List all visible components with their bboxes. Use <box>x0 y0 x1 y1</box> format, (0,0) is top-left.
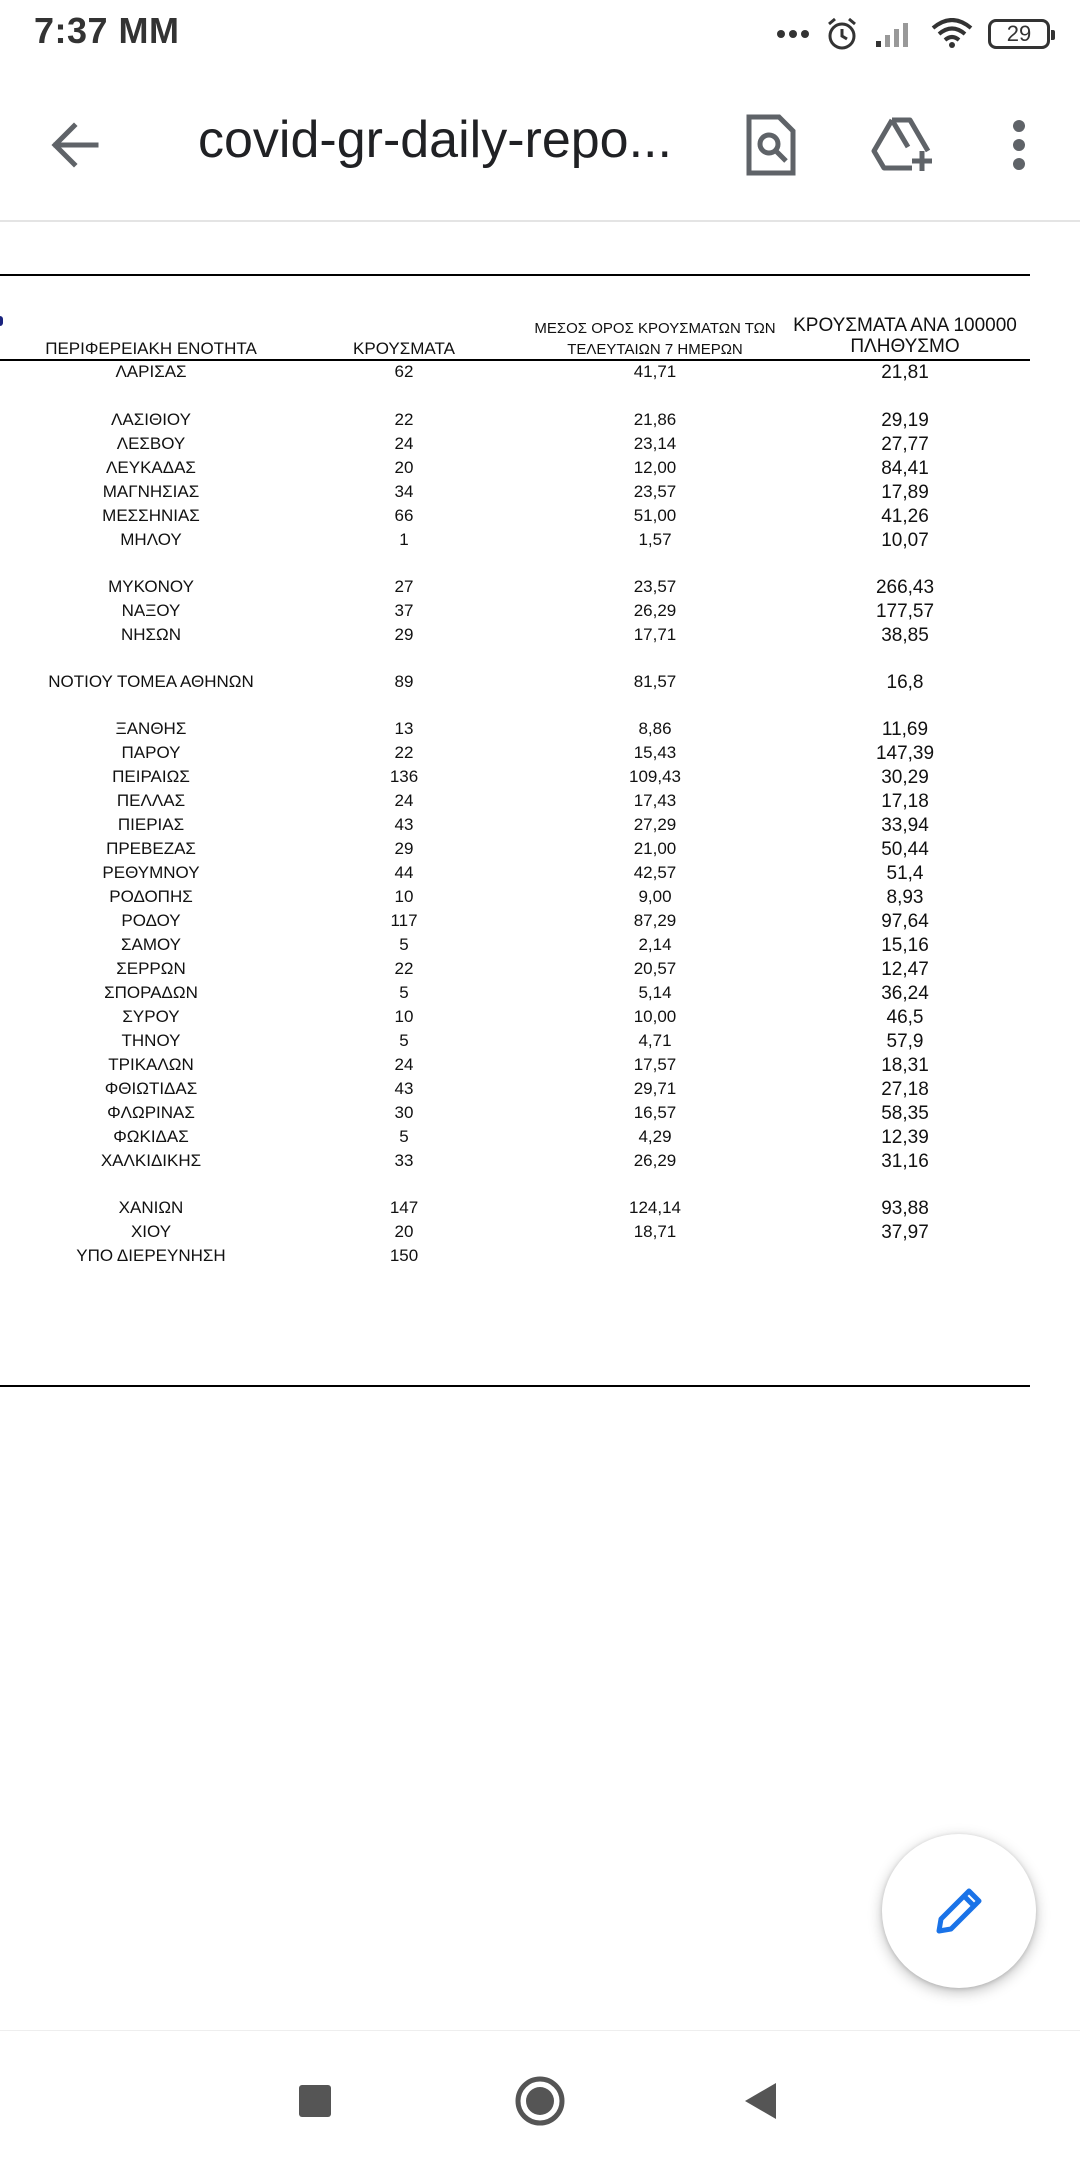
table-row <box>0 863 1030 887</box>
table-row <box>0 625 1030 649</box>
table-row <box>0 1222 1030 1246</box>
cell-avg7: 21,00 <box>633 839 677 858</box>
cell-region: ΡΟΔΟΠΗΣ <box>109 887 193 906</box>
cell-region: ΠΑΡΟΥ <box>121 743 181 762</box>
top-rule <box>0 274 1030 276</box>
cell-region: ΝΟΤΙΟΥ ΤΟΜΕΑ ΑΘΗΝΩΝ <box>48 672 254 691</box>
cell-avg7: 26,29 <box>633 1151 677 1170</box>
nav-back-button[interactable] <box>720 2061 800 2141</box>
cell-cases: 30 <box>394 1103 414 1122</box>
cell-per100k: 57,9 <box>886 1031 924 1052</box>
cell-per100k: 38,85 <box>881 625 929 646</box>
find-in-page-button[interactable] <box>736 110 806 180</box>
cell-region: ΜΑΓΝΗΣΙΑΣ <box>102 482 200 501</box>
cell-cases: 66 <box>394 506 414 525</box>
cell-cases: 34 <box>394 482 414 501</box>
more-dots-icon <box>776 29 810 39</box>
cell-per100k: 147,39 <box>875 743 935 764</box>
header-avg7-line2: ΤΕΛΕΥΤΑΙΩΝ 7 ΗΜΕΡΩΝ <box>567 341 743 358</box>
cell-cases: 150 <box>389 1246 419 1265</box>
header-avg7-line1: ΜΕΣΟΣ ΟΡΟΣ ΚΡΟΥΣΜΑΤΩΝ ΤΩΝ <box>534 320 776 337</box>
cell-per100k: 97,64 <box>881 911 929 932</box>
cell-avg7: 4,71 <box>638 1031 672 1050</box>
cell-avg7: 1,57 <box>638 530 672 549</box>
wifi-icon <box>930 18 974 50</box>
cell-per100k: 177,57 <box>875 601 935 622</box>
cell-per100k: 41,26 <box>881 506 929 527</box>
cell-region: ΤΗΝΟΥ <box>121 1031 181 1050</box>
bottom-rule <box>0 1385 1030 1387</box>
cell-region: ΝΗΣΩΝ <box>120 625 182 644</box>
cell-avg7: 2,14 <box>638 935 672 954</box>
cell-region: ΦΛΩΡΙΝΑΣ <box>107 1103 195 1122</box>
cell-cases: 24 <box>394 1055 414 1074</box>
cell-region: ΦΘΙΩΤΙΔΑΣ <box>104 1079 198 1098</box>
alarm-icon <box>824 16 860 52</box>
cell-cases: 37 <box>394 601 414 620</box>
table-row <box>0 1031 1030 1055</box>
header-per100k <box>780 315 1030 357</box>
cell-avg7: 21,86 <box>633 410 677 429</box>
cell-region: ΠΙΕΡΙΑΣ <box>117 815 185 834</box>
table-row <box>0 791 1030 815</box>
table-row <box>0 362 1030 386</box>
table-row <box>0 815 1030 839</box>
header-per100k-line1: ΚΡΟΥΣΜΑΤΑ ΑΝΑ 100000 <box>793 315 1017 336</box>
cell-region: ΛΕΣΒΟΥ <box>116 434 186 453</box>
cell-per100k: 37,97 <box>881 1222 929 1243</box>
cell-cases: 22 <box>394 959 414 978</box>
cell-avg7: 29,71 <box>633 1079 677 1098</box>
cell-cases: 62 <box>394 362 414 381</box>
cell-cases: 22 <box>394 410 414 429</box>
cell-per100k: 27,77 <box>881 434 929 455</box>
header-rule <box>0 359 1030 361</box>
cell-per100k: 12,47 <box>881 959 929 980</box>
cell-region: ΜΕΣΣΗΝΙΑΣ <box>102 506 200 525</box>
cell-avg7: 20,57 <box>633 959 677 978</box>
cell-region: ΣΕΡΡΩΝ <box>116 959 186 978</box>
table-row <box>0 506 1030 530</box>
cell-avg7: 41,71 <box>633 362 677 381</box>
cell-avg7: 18,71 <box>633 1222 677 1241</box>
status-icons <box>776 12 1050 56</box>
recents-button[interactable] <box>275 2061 355 2141</box>
table-row <box>0 1127 1030 1151</box>
table-row <box>0 1007 1030 1031</box>
cell-region: ΧΑΝΙΩΝ <box>118 1198 184 1217</box>
cell-cases: 29 <box>394 839 414 858</box>
table-row <box>0 767 1030 791</box>
table-row <box>0 410 1030 434</box>
cell-region: ΤΡΙΚΑΛΩΝ <box>108 1055 194 1074</box>
header-region: ΠΕΡΙΦΕΡΕΙΑΚΗ ΕΝΟΤΗΤΑ <box>45 339 257 358</box>
cell-per100k: 16,8 <box>886 672 924 693</box>
cell-cases: 20 <box>394 458 414 477</box>
table-row <box>0 530 1030 554</box>
cell-region: ΥΠΟ ΔΙΕΡΕΥΝΗΣΗ <box>76 1246 226 1265</box>
cell-region: ΣΠΟΡΑΔΩΝ <box>104 983 198 1002</box>
cell-avg7: 51,00 <box>633 506 677 525</box>
cell-cases: 10 <box>394 1007 414 1026</box>
cell-avg7: 17,71 <box>633 625 677 644</box>
cell-avg7: 87,29 <box>633 911 677 930</box>
cell-per100k: 18,31 <box>881 1055 929 1076</box>
document-title: covid-gr-daily-repo... <box>198 111 672 169</box>
cell-cases: 27 <box>394 577 414 596</box>
recents-square-icon <box>298 2084 332 2118</box>
cell-cases: 33 <box>394 1151 414 1170</box>
table-row <box>0 935 1030 959</box>
page-edge-marker <box>0 316 3 326</box>
cell-cases: 43 <box>394 815 414 834</box>
cell-per100k: 21,81 <box>881 362 929 383</box>
edit-pencil-icon <box>931 1883 987 1939</box>
cell-per100k: 31,16 <box>881 1151 929 1172</box>
cell-cases: 1 <box>399 530 409 549</box>
edit-button[interactable] <box>882 1834 1036 1988</box>
cell-region: ΞΑΝΘΗΣ <box>115 719 187 738</box>
table-row <box>0 577 1030 601</box>
cell-avg7: 17,43 <box>633 791 677 810</box>
cell-region: ΣΥΡΟΥ <box>122 1007 180 1026</box>
cell-per100k: 46,5 <box>886 1007 924 1028</box>
home-button[interactable] <box>500 2061 580 2141</box>
table-row <box>0 983 1030 1007</box>
cell-cases: 22 <box>394 743 414 762</box>
cell-per100k: 8,93 <box>886 887 924 908</box>
cell-avg7: 12,00 <box>633 458 677 477</box>
table-row <box>0 911 1030 935</box>
table-row <box>0 719 1030 743</box>
status-bar <box>0 0 1080 70</box>
cell-cases: 24 <box>394 791 414 810</box>
cell-per100k: 27,18 <box>881 1079 929 1100</box>
table-row <box>0 672 1030 696</box>
status-time: 7:37 MM <box>34 10 180 51</box>
cell-region: ΛΕΥΚΑΔΑΣ <box>106 458 196 477</box>
cell-region: ΧΑΛΚΙΔΙΚΗΣ <box>100 1151 202 1170</box>
cell-region: ΡΟΔΟΥ <box>121 911 181 930</box>
cell-avg7: 4,29 <box>638 1127 672 1146</box>
cell-cases: 44 <box>394 863 414 882</box>
cell-cases: 29 <box>394 625 414 644</box>
table-row <box>0 1103 1030 1127</box>
table-row <box>0 482 1030 506</box>
system-nav-bar <box>0 2030 1080 2161</box>
cell-region: ΠΕΙΡΑΙΩΣ <box>112 767 190 786</box>
cell-avg7: 9,00 <box>638 887 672 906</box>
more-options-button[interactable] <box>984 110 1054 180</box>
cell-avg7: 8,86 <box>638 719 672 738</box>
app-bar <box>0 70 1080 222</box>
cell-region: ΜΗΛΟΥ <box>120 530 182 549</box>
cell-region: ΧΙΟΥ <box>130 1222 172 1241</box>
cell-region: ΦΩΚΙΔΑΣ <box>113 1127 189 1146</box>
cell-cases: 89 <box>394 672 414 691</box>
table-row <box>0 1198 1030 1222</box>
cell-avg7: 124,14 <box>629 1198 681 1217</box>
table-row <box>0 743 1030 767</box>
table-row <box>0 1246 1030 1270</box>
cell-avg7: 23,14 <box>633 434 677 453</box>
cell-per100k: 51,4 <box>886 863 924 884</box>
table-row <box>0 601 1030 625</box>
cell-per100k: 15,16 <box>881 935 929 956</box>
table-row <box>0 959 1030 983</box>
cell-region: ΜΥΚΟΝΟΥ <box>108 577 194 596</box>
header-cases: ΚΡΟΥΣΜΑΤΑ <box>353 339 455 358</box>
cell-avg7: 10,00 <box>633 1007 677 1026</box>
cell-cases: 136 <box>389 767 419 786</box>
cell-cases: 5 <box>399 1031 409 1050</box>
cell-avg7: 23,57 <box>633 482 677 501</box>
cell-region: ΛΑΡΙΣΑΣ <box>115 362 187 381</box>
cell-avg7: 42,57 <box>633 863 677 882</box>
cell-avg7: 16,57 <box>633 1103 677 1122</box>
cell-cases: 5 <box>399 1127 409 1146</box>
table-row <box>0 887 1030 911</box>
cell-region: ΠΕΛΛΑΣ <box>116 791 186 810</box>
cell-per100k: 33,94 <box>881 815 929 836</box>
back-arrow-icon <box>50 122 100 168</box>
cell-avg7: 23,57 <box>633 577 677 596</box>
header-avg7 <box>520 318 790 360</box>
table-row <box>0 458 1030 482</box>
cell-region: ΝΑΞΟΥ <box>121 601 181 620</box>
header-per100k-line2: ΠΛΗΘΥΣΜΟ <box>850 336 960 357</box>
back-button[interactable] <box>40 115 110 175</box>
cell-avg7: 109,43 <box>629 767 681 786</box>
cell-region: ΣΑΜΟΥ <box>120 935 182 954</box>
cell-cases: 24 <box>394 434 414 453</box>
cell-cases: 10 <box>394 887 414 906</box>
cell-per100k: 93,88 <box>881 1198 929 1219</box>
cell-per100k: 11,69 <box>881 719 929 740</box>
battery-level: 29 <box>1006 21 1032 46</box>
cell-cases: 147 <box>389 1198 419 1217</box>
cell-per100k: 84,41 <box>881 458 929 479</box>
back-triangle-icon <box>742 2081 778 2121</box>
cell-cases: 43 <box>394 1079 414 1098</box>
cell-avg7: 26,29 <box>633 601 677 620</box>
cell-per100k: 12,39 <box>881 1127 929 1148</box>
home-circle-icon <box>514 2075 566 2127</box>
cell-per100k: 266,43 <box>875 577 935 598</box>
table-row <box>0 1079 1030 1103</box>
cell-cases: 5 <box>399 935 409 954</box>
cell-region: ΠΡΕΒΕΖΑΣ <box>106 839 196 858</box>
cell-avg7: 27,29 <box>633 815 677 834</box>
cell-region: ΛΑΣΙΘΙΟΥ <box>111 410 191 429</box>
cell-avg7: 5,14 <box>638 983 672 1002</box>
cell-per100k: 30,29 <box>881 767 929 788</box>
cell-per100k: 50,44 <box>881 839 929 860</box>
cell-per100k: 17,18 <box>881 791 929 812</box>
cell-cases: 13 <box>394 719 414 738</box>
find-in-page-icon <box>745 114 797 176</box>
cell-per100k: 10,07 <box>881 530 929 551</box>
cell-cases: 117 <box>390 911 418 930</box>
cell-avg7: 17,57 <box>633 1055 677 1074</box>
cell-per100k: 17,89 <box>881 482 929 503</box>
cell-per100k: 29,19 <box>881 410 929 431</box>
cell-per100k: 58,35 <box>881 1103 929 1124</box>
battery-icon <box>988 19 1050 49</box>
cell-avg7: 15,43 <box>633 743 677 762</box>
cell-per100k: 36,24 <box>881 983 929 1004</box>
table-row <box>0 434 1030 458</box>
cell-region: ΡΕΘΥΜΝΟΥ <box>102 863 200 882</box>
add-to-drive-icon <box>870 117 936 173</box>
table-row <box>0 1055 1030 1079</box>
cell-cases: 20 <box>394 1222 414 1241</box>
cell-cases: 5 <box>399 983 409 1002</box>
table-row <box>0 839 1030 863</box>
table-row <box>0 1151 1030 1175</box>
cell-avg7: 81,57 <box>633 672 677 691</box>
more-vert-icon <box>1012 119 1026 171</box>
signal-icon <box>874 19 916 49</box>
add-to-drive-button[interactable] <box>868 110 938 180</box>
